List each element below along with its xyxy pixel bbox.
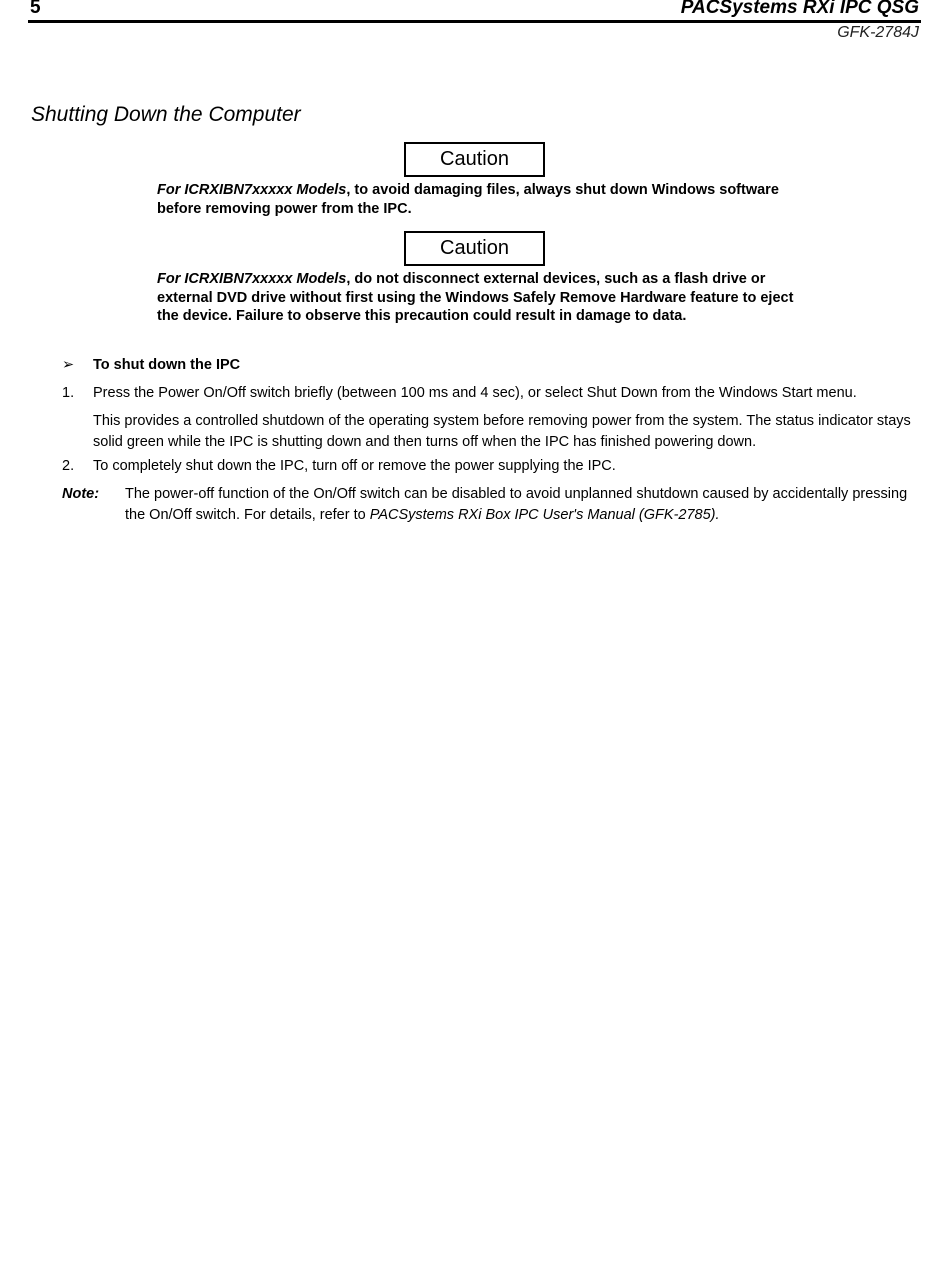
caution-label-2: Caution [404,231,545,266]
step-number: 1. [62,385,75,401]
arrow-bullet-icon: ➢ [62,357,75,373]
step-text: To completely shut down the IPC, turn off or remove the power supplying the IPC. [93,458,616,474]
step-number: 2. [62,458,75,474]
caution-body-2: , do not disconnect external devices, such as a flash drive or external DVD drive without first using the Windows Safely Remove Hardware feature to eject the device. Failure to observe this precaution could result in damage to data. [157,271,794,324]
document-title: PACSystems RXi IPC QSG [680,0,919,18]
procedure-heading [62,357,240,373]
note-body [125,484,922,526]
step-1-detail: This provides a controlled shutdown of the operating system before removing power from the system. The status indicator stays solid green while the IPC is shutting down and then turns off when the IPC has finished powering down. [93,413,911,450]
caution-label-1: Caution [404,142,545,177]
note-label: Note: [62,486,100,502]
header-divider [28,20,921,23]
caution-model-1: For ICRXIBN7xxxxx Models [157,182,347,198]
caution-text-1 [157,181,797,218]
procedure-title: To shut down the IPC [93,357,241,373]
note-text: The power-off function of the On/Off switch can be disabled to avoid unplanned shutdown caused by accidentally pressing the On/Off switch. For details, refer to [125,486,908,523]
caution-model-2: For ICRXIBN7xxxxx Models [157,271,347,287]
note-reference: PACSystems RXi Box IPC User's Manual (GFK-2785). [369,507,720,523]
document-code: GFK-2784J [837,24,919,41]
caution-text-2 [157,270,797,326]
step-text: Press the Power On/Off switch briefly (between 100 ms and 4 sec), or select Shut Down from the Windows Start menu. [93,385,857,401]
section-title: Shutting Down the Computer [31,103,301,126]
caution-body-1: , to avoid damaging files, always shut down Windows software before removing power from the IPC. [157,182,779,217]
page-number: 5 [30,0,41,18]
